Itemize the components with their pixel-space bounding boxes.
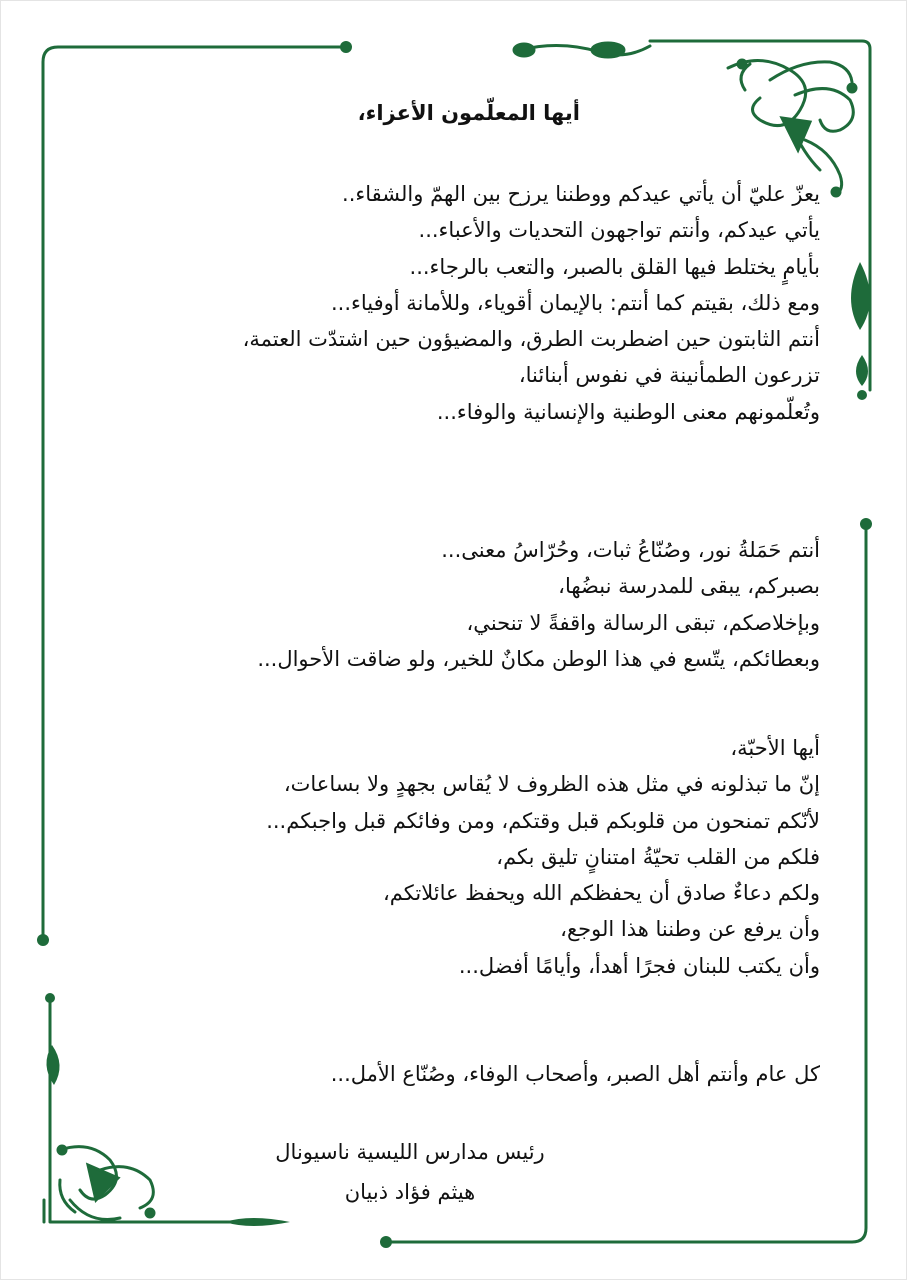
stanza-line: وأن يكتب للبنان فجرًا أهدأ، وأيامًا أفضل... xyxy=(458,953,820,978)
stanza-line: إنّ ما تبذلونه في مثل هذه الظروف لا يُقاس بجهدٍ ولا بساعات، xyxy=(283,772,820,797)
signature-name: هيثم فؤاد ذبيان xyxy=(344,1180,476,1204)
stanza-line: يعزّ عليّ أن يأتي عيدكم ووطننا يرزح بين الهمّ والشقاء.. xyxy=(342,182,820,206)
stanza-line: أيها الأحبّة، xyxy=(730,736,820,760)
stanza-line: وتُعلّمونهم معنى الوطنية والإنسانية والوفاء... xyxy=(436,399,820,424)
stanza-2 xyxy=(60,532,820,677)
ornament-right-leaves xyxy=(851,262,870,386)
stanza-line: يأتي عيدكم، وأنتم تواجهون التحديات والأعباء... xyxy=(418,218,820,243)
stanza-line: لأنّكم تمنحون من قلوبكم قبل وقتكم، ومن وفائكم قبل واجبكم... xyxy=(266,808,820,833)
stanza-3 xyxy=(60,730,820,984)
stanza-line: أنتم الثابتون حين اضطربت الطرق، والمضيؤون حين اشتدّت العتمة، xyxy=(242,327,820,352)
stanza-line: فلكم من القلب تحيّةُ امتنانٍ تليق بكم، xyxy=(496,844,820,869)
stanza-line: وأن يرفع عن وطننا هذا الوجع، xyxy=(560,917,820,942)
stanza-line: وبإخلاصكم، تبقى الرسالة واقفةً لا تنحني، xyxy=(466,610,820,635)
stanza-line: بأيامٍ يختلط فيها القلق بالصبر، والتعب بالرجاء... xyxy=(409,254,820,279)
letter-title: أيها المعلّمون الأعزاء، xyxy=(357,101,580,125)
ornament-bottom-left xyxy=(58,1146,154,1220)
stanza-line: تزرعون الطمأنينة في نفوس أبنائنا، xyxy=(518,363,820,388)
stanza-line: ومع ذلك، بقيتم كما أنتم: بالإيمان أقوياء، وللأمانة أوفياء... xyxy=(330,290,820,315)
stanza-1 xyxy=(60,176,820,430)
stanza-line: ولكم دعاءٌ صادق أن يحفظكم الله ويحفظ عائلاتكم، xyxy=(383,881,820,906)
closing-line: كل عام وأنتم أهل الصبر، وأصحاب الوفاء، وصُنّاع الأمل... xyxy=(330,1062,820,1086)
closing xyxy=(60,1056,820,1092)
stanza-line: بصبركم، يبقى للمدرسة نبضُها، xyxy=(558,574,820,599)
signature xyxy=(200,1132,620,1212)
stanza-line: وبعطائكم، يتّسع في هذا الوطن مكانٌ للخير، ولو ضاقت الأحوال... xyxy=(257,646,820,671)
stanza-line: أنتم حَمَلةُ نور، وصُنّاعُ ثبات، وحُرّاسُ معنى... xyxy=(441,538,820,562)
signature-position: رئيس مدارس الليسية ناسيونال xyxy=(275,1140,545,1164)
